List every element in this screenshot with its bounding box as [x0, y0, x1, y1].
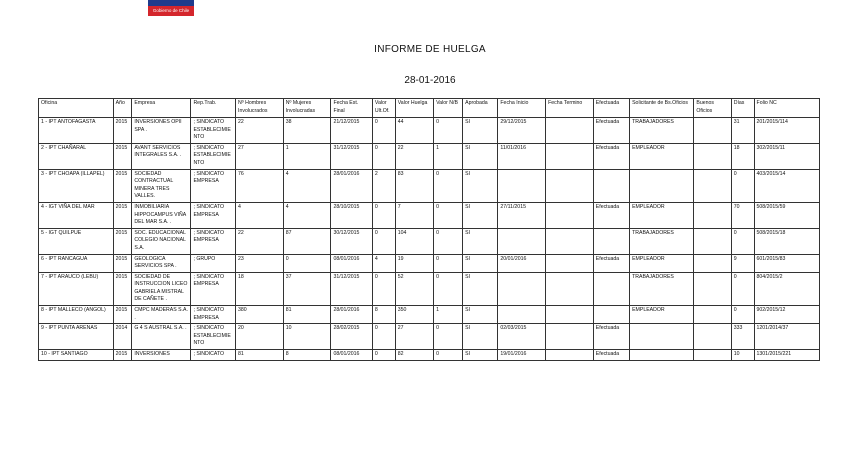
cell-rep-trab: ; GRUPO	[191, 254, 236, 272]
table-row	[39, 118, 820, 144]
col-solicitante: Solicitante de Bs.Oficios	[630, 99, 694, 118]
cell-aprobada: SI	[463, 118, 498, 144]
cell-aprobada: SI	[463, 306, 498, 324]
cell-buenos-oficios	[694, 169, 731, 202]
col-oficina: Oficina	[39, 99, 114, 118]
cell-valor-ult-of: 0	[372, 324, 395, 350]
cell-anio: 2015	[113, 202, 132, 228]
cell-empresa: INMOBILIARIA HIPPOCAMPUS VIÑA DEL MAR S.A. .	[132, 202, 191, 228]
cell-folio-nc: 201/2015/114	[754, 118, 819, 144]
cell-fecha-est-final: 31/12/2015	[331, 272, 372, 305]
cell-anio: 2015	[113, 306, 132, 324]
table-row	[39, 143, 820, 169]
cell-valor-ult-of: 0	[372, 202, 395, 228]
cell-oficina: 3 - IPT CHOAPA (ILLAPEL)	[39, 169, 114, 202]
col-anio: Año	[113, 99, 132, 118]
cell-dias: 70	[731, 202, 754, 228]
cell-efectuada	[593, 169, 629, 202]
cell-dias: 0	[731, 228, 754, 254]
cell-efectuada: Efectuada	[593, 350, 629, 361]
cell-hombres: 4	[236, 202, 284, 228]
cell-oficina: 1 - IPT ANTOFAGASTA	[39, 118, 114, 144]
cell-fecha-inicio	[498, 169, 546, 202]
cell-fecha-termino	[546, 169, 594, 202]
cell-hombres: 20	[236, 324, 284, 350]
cell-aprobada: SI	[463, 350, 498, 361]
cell-hombres: 76	[236, 169, 284, 202]
cell-dias: 18	[731, 143, 754, 169]
cell-solicitante: EMPLEADOR	[630, 202, 694, 228]
cell-anio: 2015	[113, 254, 132, 272]
cell-rep-trab: ; SINDICATO EMPRESA	[191, 228, 236, 254]
cell-fecha-termino	[546, 272, 594, 305]
cell-fecha-inicio: 20/01/2016	[498, 254, 546, 272]
cell-rep-trab: ; SINDICATO EMPRESA	[191, 202, 236, 228]
col-valor-nb: Valor N/B	[434, 99, 463, 118]
cell-fecha-inicio	[498, 228, 546, 254]
cell-folio-nc: 1201/2014/37	[754, 324, 819, 350]
cell-solicitante	[630, 350, 694, 361]
col-aprobada: Aprobada	[463, 99, 498, 118]
cell-buenos-oficios	[694, 350, 731, 361]
cell-fecha-inicio	[498, 272, 546, 305]
cell-anio: 2015	[113, 169, 132, 202]
cell-anio: 2015	[113, 118, 132, 144]
cell-dias: 0	[731, 306, 754, 324]
cell-valor-huelga: 104	[395, 228, 433, 254]
cell-anio: 2015	[113, 272, 132, 305]
cell-rep-trab: ; SINDICATO EMPRESA	[191, 306, 236, 324]
cell-mujeres: 4	[283, 169, 331, 202]
cell-empresa: AVANT SERVICIOS INTEGRALES S.A. .	[132, 143, 191, 169]
cell-dias: 10	[731, 350, 754, 361]
table-row	[39, 169, 820, 202]
cell-folio-nc: 804/2015/2	[754, 272, 819, 305]
cell-hombres: 81	[236, 350, 284, 361]
cell-fecha-termino	[546, 324, 594, 350]
cell-valor-huelga: 44	[395, 118, 433, 144]
cell-folio-nc: 1301/2015/221	[754, 350, 819, 361]
cell-folio-nc: 902/2015/12	[754, 306, 819, 324]
cell-fecha-termino	[546, 350, 594, 361]
cell-fecha-inicio: 11/01/2016	[498, 143, 546, 169]
cell-valor-huelga: 22	[395, 143, 433, 169]
col-efectuada: Efectuada	[593, 99, 629, 118]
cell-empresa: SOCIEDAD CONTRACTUAL MINERA TRES VALLES.	[132, 169, 191, 202]
cell-buenos-oficios	[694, 143, 731, 169]
cell-fecha-est-final: 21/12/2015	[331, 118, 372, 144]
cell-valor-huelga: 19	[395, 254, 433, 272]
cell-rep-trab: ; SINDICATO ESTABLECIMIENTO	[191, 118, 236, 144]
cell-fecha-est-final: 30/12/2015	[331, 228, 372, 254]
cell-efectuada	[593, 228, 629, 254]
table-row	[39, 324, 820, 350]
cell-hombres: 18	[236, 272, 284, 305]
cell-empresa: CMPC MADERAS S.A. .	[132, 306, 191, 324]
cell-valor-ult-of: 4	[372, 254, 395, 272]
cell-fecha-termino	[546, 143, 594, 169]
cell-valor-nb: 0	[434, 228, 463, 254]
cell-mujeres: 8	[283, 350, 331, 361]
cell-rep-trab: ; SINDICATO	[191, 350, 236, 361]
table-row	[39, 254, 820, 272]
cell-oficina: 4 - IGT VIÑA DEL MAR	[39, 202, 114, 228]
cell-solicitante	[630, 324, 694, 350]
cell-efectuada: Efectuada	[593, 254, 629, 272]
cell-buenos-oficios	[694, 228, 731, 254]
cell-valor-ult-of: 2	[372, 169, 395, 202]
col-buenos-oficios: Buenos Oficios	[694, 99, 731, 118]
cell-oficina: 8 - IPT MALLECO (ANGOL)	[39, 306, 114, 324]
cell-fecha-est-final: 28/10/2015	[331, 202, 372, 228]
cell-aprobada: SI	[463, 324, 498, 350]
cell-hombres: 22	[236, 118, 284, 144]
table-row	[39, 228, 820, 254]
gobierno-logo	[148, 0, 194, 16]
cell-fecha-inicio: 19/01/2016	[498, 350, 546, 361]
table-row	[39, 306, 820, 324]
strike-report-table	[38, 98, 820, 361]
cell-mujeres: 87	[283, 228, 331, 254]
table-row	[39, 350, 820, 361]
cell-fecha-inicio: 27/11/2015	[498, 202, 546, 228]
cell-hombres: 23	[236, 254, 284, 272]
cell-dias: 333	[731, 324, 754, 350]
cell-valor-nb: 0	[434, 169, 463, 202]
cell-oficina: 5 - IGT QUILPUE	[39, 228, 114, 254]
cell-solicitante: TRABAJADORES	[630, 272, 694, 305]
cell-empresa: SOCIEDAD DE INSTRUCCION LICEO GABRIELA MISTRAL DE CAÑETE .	[132, 272, 191, 305]
cell-rep-trab: ; SINDICATO EMPRESA	[191, 272, 236, 305]
cell-efectuada: Efectuada	[593, 118, 629, 144]
cell-anio: 2014	[113, 324, 132, 350]
cell-valor-nb: 0	[434, 350, 463, 361]
cell-rep-trab: ; SINDICATO ESTABLECIMIENTO	[191, 324, 236, 350]
cell-fecha-termino	[546, 118, 594, 144]
cell-fecha-inicio	[498, 306, 546, 324]
table-header-row	[39, 99, 820, 118]
cell-valor-ult-of: 0	[372, 118, 395, 144]
cell-hombres: 22	[236, 228, 284, 254]
cell-mujeres: 81	[283, 306, 331, 324]
cell-buenos-oficios	[694, 306, 731, 324]
cell-folio-nc: 508/2015/59	[754, 202, 819, 228]
cell-fecha-est-final: 28/01/2016	[331, 306, 372, 324]
report-date: 28-01-2016	[404, 75, 456, 86]
cell-valor-huelga: 83	[395, 169, 433, 202]
cell-fecha-est-final: 08/01/2016	[331, 350, 372, 361]
cell-valor-huelga: 82	[395, 350, 433, 361]
cell-oficina: 10 - IPT SANTIAGO	[39, 350, 114, 361]
table-row	[39, 272, 820, 305]
cell-empresa: GEOLOGICA SERVICIOS SPA .	[132, 254, 191, 272]
cell-valor-nb: 0	[434, 118, 463, 144]
cell-fecha-inicio: 29/12/2015	[498, 118, 546, 144]
cell-dias: 0	[731, 169, 754, 202]
cell-empresa: SOC. EDUCACIONAL COLEGIO NACIONAL S.A.	[132, 228, 191, 254]
cell-mujeres: 1	[283, 143, 331, 169]
cell-buenos-oficios	[694, 118, 731, 144]
cell-valor-ult-of: 0	[372, 350, 395, 361]
cell-valor-ult-of: 0	[372, 143, 395, 169]
cell-valor-huelga: 27	[395, 324, 433, 350]
col-mujeres: Nº Mujeres Involucradas	[283, 99, 331, 118]
table-row	[39, 202, 820, 228]
cell-aprobada: SI	[463, 228, 498, 254]
cell-solicitante: TRABAJADORES	[630, 228, 694, 254]
col-valor-ult-of: Valor Ult.Of.	[372, 99, 395, 118]
cell-efectuada: Efectuada	[593, 143, 629, 169]
cell-aprobada: SI	[463, 169, 498, 202]
cell-oficina: 7 - IPT ARAUCO (LEBU)	[39, 272, 114, 305]
cell-buenos-oficios	[694, 272, 731, 305]
cell-hombres: 27	[236, 143, 284, 169]
cell-dias: 9	[731, 254, 754, 272]
cell-valor-nb: 0	[434, 324, 463, 350]
col-folio-nc: Folio NC	[754, 99, 819, 118]
cell-buenos-oficios	[694, 202, 731, 228]
cell-solicitante: TRABAJADORES	[630, 118, 694, 144]
cell-valor-nb: 0	[434, 254, 463, 272]
cell-empresa: INVERSIONES	[132, 350, 191, 361]
cell-mujeres: 37	[283, 272, 331, 305]
cell-solicitante: EMPLEADOR	[630, 306, 694, 324]
cell-dias: 0	[731, 272, 754, 305]
cell-mujeres: 4	[283, 202, 331, 228]
col-fecha-est-final: Fecha Est. Final	[331, 99, 372, 118]
cell-valor-ult-of: 8	[372, 306, 395, 324]
col-rep-trab: Rep.Trab.	[191, 99, 236, 118]
cell-efectuada: Efectuada	[593, 324, 629, 350]
cell-oficina: 9 - IPT PUNTA ARENAS	[39, 324, 114, 350]
cell-valor-ult-of: 0	[372, 228, 395, 254]
cell-anio: 2015	[113, 350, 132, 361]
cell-rep-trab: ; SINDICATO ESTABLECIMIENTO	[191, 143, 236, 169]
logo-text: Gobierno de Chile	[148, 6, 194, 16]
cell-empresa: INVERSIONES OPII SPA .	[132, 118, 191, 144]
cell-solicitante: EMPLEADOR	[630, 254, 694, 272]
cell-aprobada: SI	[463, 202, 498, 228]
cell-aprobada: SI	[463, 272, 498, 305]
col-fecha-termino: Fecha Termino	[546, 99, 594, 118]
cell-folio-nc: 508/2015/18	[754, 228, 819, 254]
cell-empresa: G 4 S AUSTRAL S.A. .	[132, 324, 191, 350]
cell-rep-trab: ; SINDICATO EMPRESA	[191, 169, 236, 202]
cell-efectuada	[593, 272, 629, 305]
cell-oficina: 2 - IPT CHAÑARAL	[39, 143, 114, 169]
cell-dias: 31	[731, 118, 754, 144]
cell-fecha-termino	[546, 254, 594, 272]
cell-efectuada: Efectuada	[593, 202, 629, 228]
cell-valor-nb: 1	[434, 306, 463, 324]
cell-valor-huelga: 52	[395, 272, 433, 305]
cell-valor-ult-of: 0	[372, 272, 395, 305]
cell-folio-nc: 601/2015/83	[754, 254, 819, 272]
cell-folio-nc: 403/2015/14	[754, 169, 819, 202]
cell-fecha-termino	[546, 306, 594, 324]
cell-solicitante	[630, 169, 694, 202]
report-title: INFORME DE HUELGA	[374, 44, 486, 55]
col-dias: Días	[731, 99, 754, 118]
cell-oficina: 6 - IPT RANCAGUA	[39, 254, 114, 272]
col-hombres: Nº Hombres Involucrados	[236, 99, 284, 118]
col-valor-huelga: Valor Huelga	[395, 99, 433, 118]
cell-efectuada	[593, 306, 629, 324]
cell-anio: 2015	[113, 143, 132, 169]
cell-fecha-est-final: 08/01/2016	[331, 254, 372, 272]
cell-fecha-est-final: 31/12/2015	[331, 143, 372, 169]
col-fecha-inicio: Fecha Inicio	[498, 99, 546, 118]
cell-buenos-oficios	[694, 254, 731, 272]
cell-valor-huelga: 7	[395, 202, 433, 228]
cell-valor-nb: 1	[434, 143, 463, 169]
cell-valor-nb: 0	[434, 272, 463, 305]
cell-mujeres: 10	[283, 324, 331, 350]
cell-fecha-termino	[546, 202, 594, 228]
cell-hombres: 380	[236, 306, 284, 324]
cell-anio: 2015	[113, 228, 132, 254]
cell-fecha-inicio: 02/03/2015	[498, 324, 546, 350]
cell-mujeres: 38	[283, 118, 331, 144]
cell-fecha-est-final: 28/02/2015	[331, 324, 372, 350]
cell-mujeres: 0	[283, 254, 331, 272]
cell-fecha-est-final: 28/01/2016	[331, 169, 372, 202]
cell-aprobada: SI	[463, 143, 498, 169]
cell-buenos-oficios	[694, 324, 731, 350]
cell-valor-nb: 0	[434, 202, 463, 228]
cell-aprobada: SI	[463, 254, 498, 272]
cell-valor-huelga: 350	[395, 306, 433, 324]
col-empresa: Empresa	[132, 99, 191, 118]
cell-folio-nc: 302/2015/11	[754, 143, 819, 169]
cell-fecha-termino	[546, 228, 594, 254]
cell-solicitante: EMPLEADOR	[630, 143, 694, 169]
